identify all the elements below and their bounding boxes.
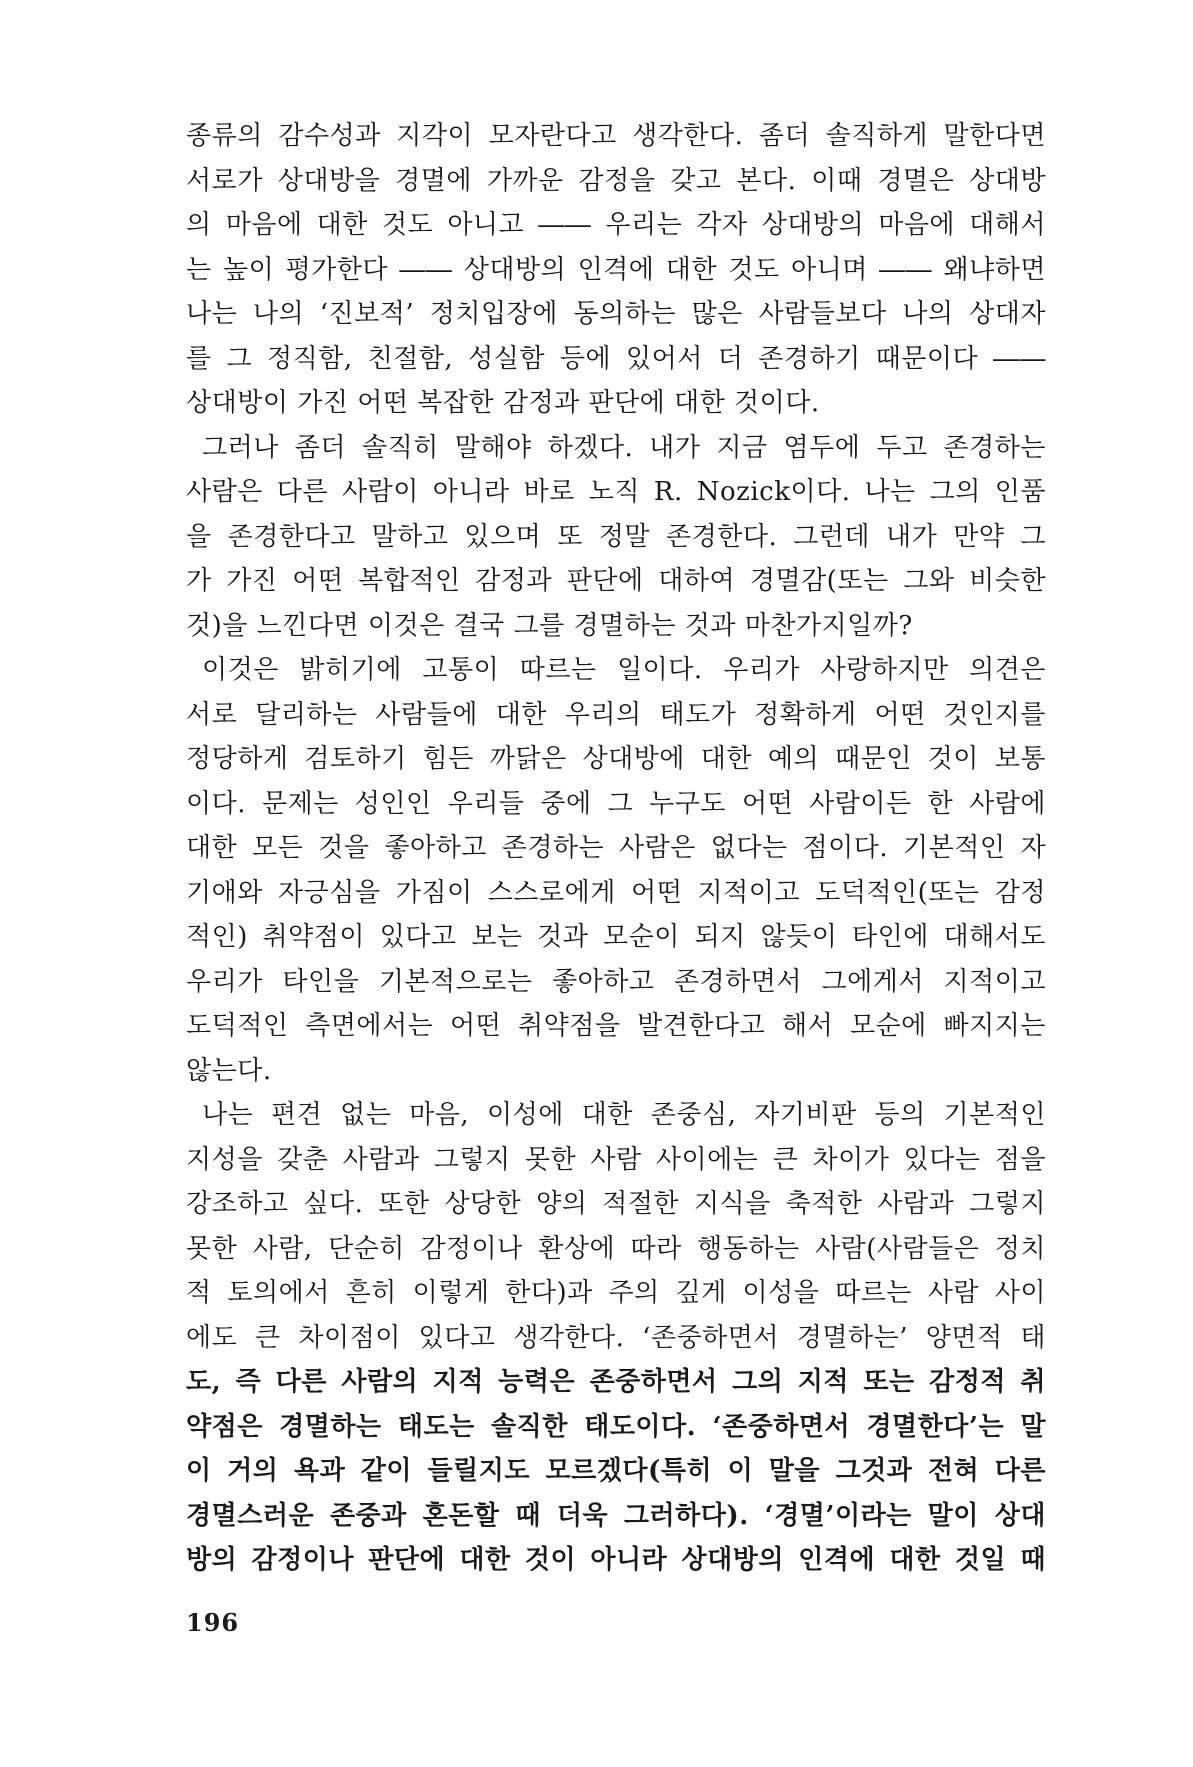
text-line: 방의 감정이나 판단에 대한 것이 아니라 상대방의 인격에 대한 것일 때 [186,1545,1046,1575]
text-line: 경멸스러운 존중과 혼돈할 때 더욱 그러하다). ‘경멸’이라는 말이 상대 [186,1500,1046,1531]
text-line: 서로가 상대방을 경멸에 가까운 감정을 갖고 본다. 이때 경멸은 상대방 [186,165,1046,196]
text-line: 약점은 경멸하는 태도는 솔직한 태도이다. ‘존중하면서 경멸한다’는 말 [186,1411,1046,1442]
text-line: 도, 즉 다른 사람의 지적 능력은 존중하면서 그의 지적 또는 감정적 취 [186,1367,1046,1397]
text-line: 의 마음에 대한 것도 아니고 ―― 우리는 각자 상대방의 마음에 대해서 [186,210,1046,240]
text-line: 나는 나의 ‘진보적’ 정치입장에 동의하는 많은 사람들보다 나의 상대자 [186,299,1046,329]
text-line: 서로 달리하는 사람들에 대한 우리의 태도가 정확하게 어떤 것인지를 [186,699,1046,730]
text-line: 이것은 밝히기에 고통이 따르는 일이다. 우리가 사랑하지만 의견은 [202,655,1046,685]
text-line: 대한 모든 것을 좋아하고 존경하는 사람은 없다는 점이다. 기본적인 자 [186,833,1046,863]
text-line: 는 높이 평가한다 ―― 상대방의 인격에 대한 것도 아니며 ―― 왜냐하면 [186,254,1046,285]
text-line: 종류의 감수성과 지각이 모자란다고 생각한다. 좀더 솔직하게 말한다면 [186,121,1046,151]
text-line: 상대방이 가진 어떤 복잡한 감정과 판단에 대한 것이다. [186,388,820,418]
text-line: 기애와 자긍심을 가짐이 스스로에게 어떤 지적이고 도덕적인(또는 감정 [186,877,1046,908]
page-number: 196 [186,1608,240,1637]
text-line: 을 존경한다고 말하고 있으며 또 정말 존경한다. 그런데 내가 만약 그 [186,521,1046,552]
text-line: 가 가진 어떤 복합적인 감정과 판단에 대하여 경멸감(또는 그와 비슷한 [186,566,1046,596]
text-line: 강조하고 싶다. 또한 상당한 양의 적절한 지식을 축적한 사람과 그렇지 [186,1189,1046,1219]
text-line: 사람은 다른 사람이 아니라 바로 노직 R. Nozick이다. 나는 그의 인품 [186,477,1046,507]
text-line: 그러나 좀더 솔직히 말해야 하겠다. 내가 지금 염두에 두고 존경하는 [202,432,1046,463]
text-line: 않는다. [186,1055,272,1086]
text-line: 를 그 정직함, 친절함, 성실함 등에 있어서 더 존경하기 때문이다 ―― [186,343,1046,374]
text-line: 에도 큰 차이점이 있다고 생각한다. ‘존중하면서 경멸하는’ 양면적 태 [186,1322,1046,1353]
text-line: 이다. 문제는 성인인 우리들 중에 그 누구도 어떤 사람이든 한 사람에 [186,788,1046,819]
text-line: 이 거의 욕과 같이 들릴지도 모르겠다(특히 이 말을 그것과 전혀 다른 [186,1456,1046,1486]
text-line: 나는 편견 없는 마음, 이성에 대한 존중심, 자기비판 등의 기본적인 [202,1100,1046,1130]
body-text [186,114,1046,1583]
text-line: 지성을 갖춘 사람과 그렇지 못한 사람 사이에는 큰 차이가 있다는 점을 [186,1144,1046,1175]
text-line: 적 토의에서 흔히 이렇게 한다)과 주의 깊게 이성을 따르는 사람 사이 [186,1278,1046,1308]
text-line: 우리가 타인을 기본적으로는 좋아하고 존경하면서 그에게서 지적이고 [186,966,1046,997]
text-line: 못한 사람, 단순히 감정이나 환상에 따라 행동하는 사람(사람들은 정치 [186,1233,1046,1264]
text-line: 도덕적인 측면에서는 어떤 취약점을 발견한다고 해서 모순에 빠지지는 [186,1011,1046,1041]
text-line: 적인) 취약점이 있다고 보는 것과 모순이 되지 않듯이 타인에 대해서도 [186,922,1046,952]
text-line: 것)을 느낀다면 이것은 결국 그를 경멸하는 것과 마찬가지일까? [186,610,913,641]
text-line: 정당하게 검토하기 힘든 까닭은 상대방에 대한 예의 때문인 것이 보통 [186,744,1046,774]
